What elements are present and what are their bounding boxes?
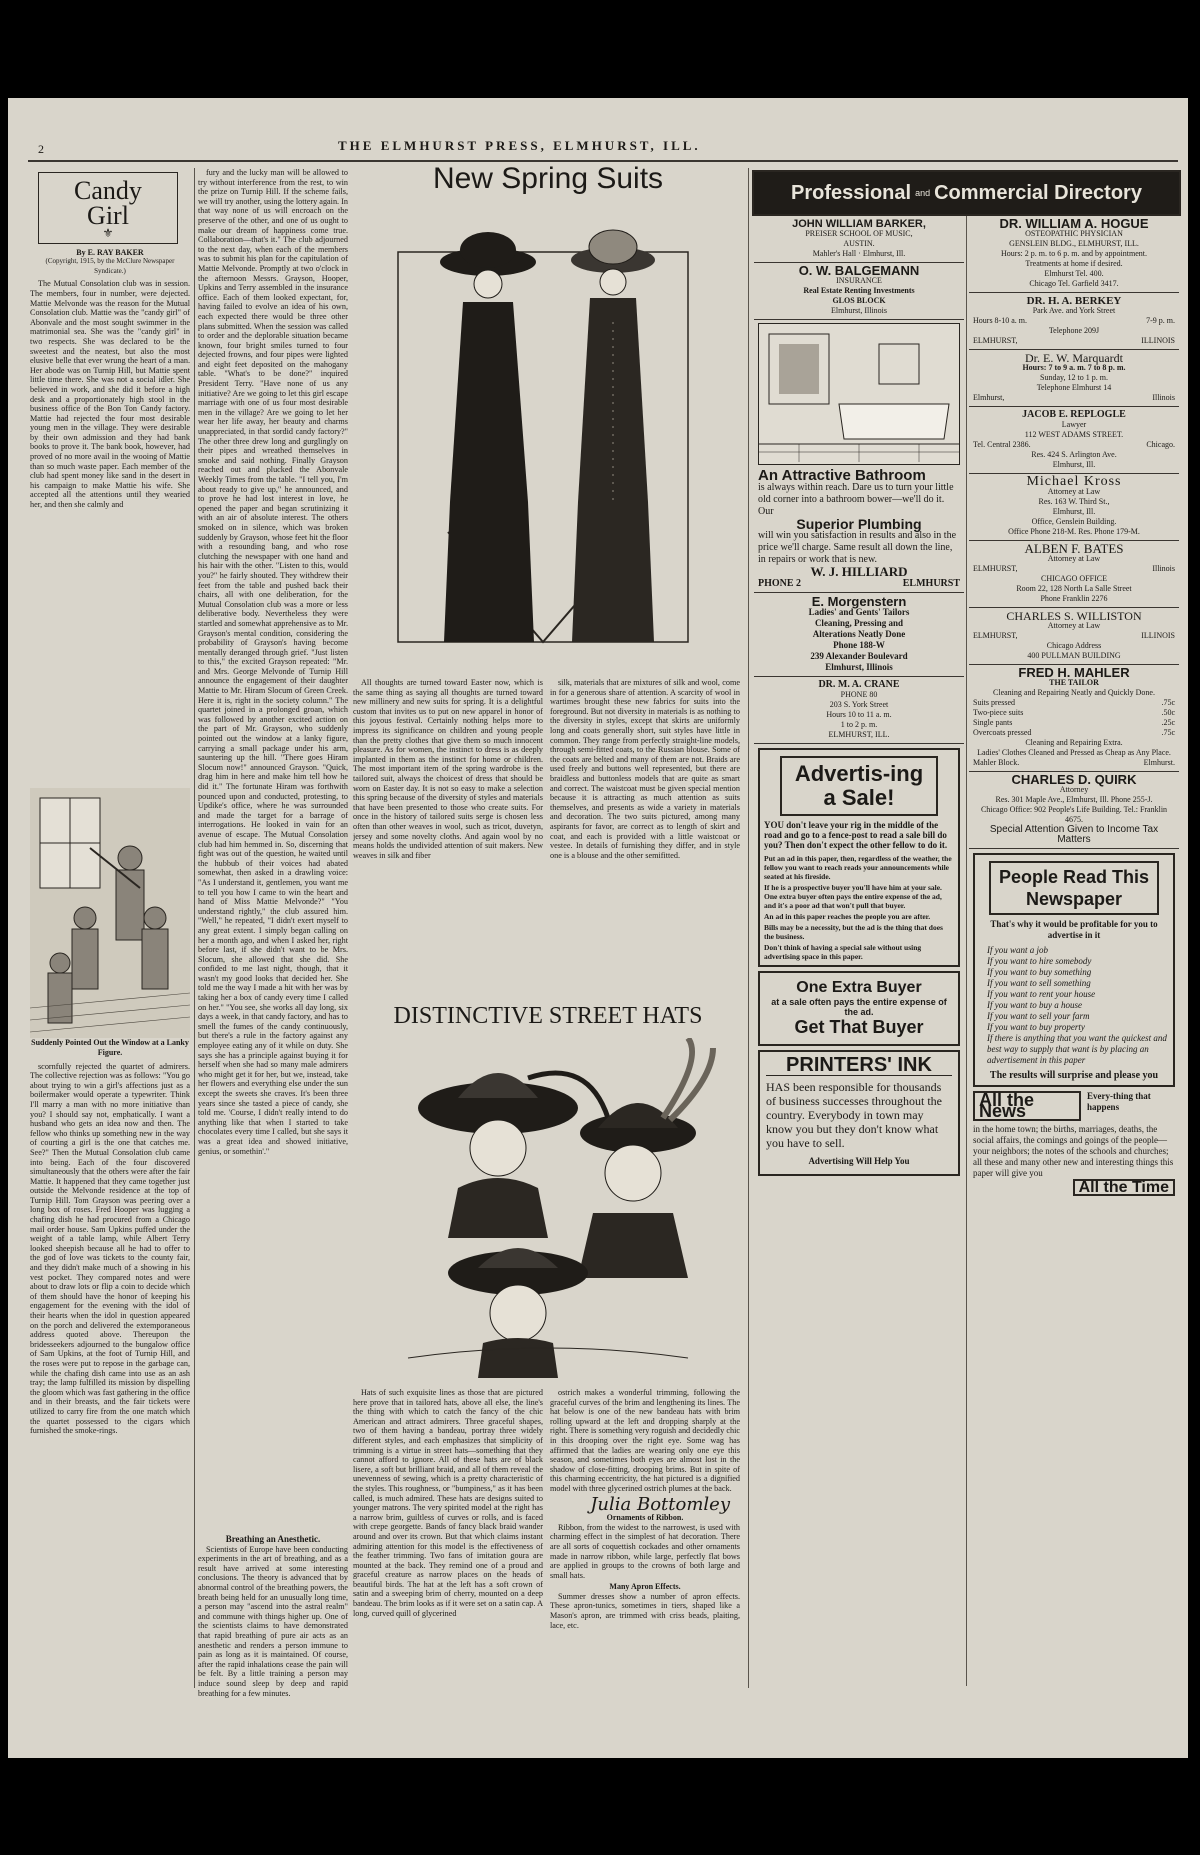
price-item: Single pants bbox=[973, 718, 1013, 727]
quirk-tax: Special Attention Given to Income Tax Matters bbox=[989, 824, 1159, 845]
people-read-line: If you want to buy something bbox=[987, 967, 1092, 977]
mahler-name: FRED H. MAHLER bbox=[1018, 665, 1130, 680]
card-replogle bbox=[969, 407, 1179, 474]
price-row bbox=[973, 708, 1175, 718]
bathroom-icon bbox=[759, 324, 959, 462]
candy-illustration bbox=[30, 788, 190, 1057]
hogue-treatments: Treatments at home if desired. bbox=[1025, 259, 1123, 268]
plumbing-text: will win you satisfaction in results and also in the price we'll charge. Same result all down the line, in repairs or work that is new. bbox=[758, 530, 957, 565]
balgemann-name: O. W. BALGEMANN bbox=[798, 263, 920, 278]
printers-ink-ad bbox=[758, 1050, 960, 1176]
marquardt-name: Dr. E. W. Marquardt bbox=[1025, 351, 1123, 365]
column-rule bbox=[966, 216, 967, 1686]
card-morgenstern bbox=[754, 593, 964, 677]
card-hogue bbox=[969, 216, 1179, 293]
marquardt-sunday: Sunday, 12 to 1 p. m. bbox=[1040, 373, 1108, 382]
price-item: Suits pressed bbox=[973, 698, 1015, 707]
replogle-res: Res. 424 S. Arlington Ave. bbox=[1031, 450, 1117, 459]
price-row bbox=[973, 718, 1175, 728]
replogle-tel: Tel. Central 2386. bbox=[973, 440, 1031, 449]
mahler-block: Mahler Block. bbox=[973, 758, 1020, 767]
apron-title: Many Apron Effects. bbox=[609, 1582, 681, 1592]
williston-name: CHARLES S. WILLISTON bbox=[1006, 609, 1142, 623]
replogle-title: Lawyer bbox=[1061, 420, 1087, 429]
extra-buyer-foot: Get That Buyer bbox=[794, 1017, 924, 1037]
advertising-p4: An ad in this paper reaches the people you are after. bbox=[764, 912, 931, 921]
copyright: (Copyright, 1915, by the McClure Newspaper Syndicate.) bbox=[45, 257, 175, 275]
plumbing-sub: Superior Plumbing bbox=[796, 516, 922, 532]
street-hats-text-right bbox=[550, 1388, 740, 1688]
masthead-title: THE ELMHURST PRESS, ELMHURST, ILL. bbox=[338, 138, 701, 153]
candy-girl-title-box bbox=[38, 172, 178, 244]
crane-name: DR. M. A. CRANE bbox=[818, 679, 900, 690]
mahler-ladies: Ladies' Clothes Cleaned and Pressed as Cheap as Any Place. bbox=[977, 748, 1171, 757]
card-williston bbox=[969, 608, 1179, 665]
hogue-tel-1: Elmhurst Tel. 400. bbox=[1044, 269, 1104, 278]
advertising-p2: Put an ad in this paper, then, regardless of the weather, the fellow you want to reach reads your announcements while seated at his fireside. bbox=[764, 854, 952, 881]
balgemann-insurance: INSURANCE bbox=[836, 276, 882, 285]
hogue-hours: Hours: 2 p. m. to 6 p. m. and by appointment. bbox=[1001, 249, 1147, 258]
williston-state: ILLINOIS bbox=[1141, 631, 1175, 640]
advertising-p3: If he is a prospective buyer you'll have him at your sale. One extra buyer often pays the entire expense of the ad, and it's a poor ad that won't pull that buyer. bbox=[764, 883, 942, 910]
marquardt-state: Illinois bbox=[1152, 393, 1175, 402]
card-balgemann bbox=[754, 263, 964, 320]
directory-banner bbox=[752, 170, 1181, 216]
bates-phone: Phone Franklin 2276 bbox=[1040, 594, 1108, 603]
three-hats-illustration bbox=[388, 1038, 718, 1378]
mahler-price-list bbox=[973, 698, 1175, 738]
price-value: .75c bbox=[1161, 728, 1175, 737]
people-read-list bbox=[979, 945, 1169, 1066]
window-scene-illustration bbox=[30, 788, 190, 1038]
balgemann-town: Elmhurst, bbox=[830, 306, 863, 315]
people-read-line: If you want to rent your house bbox=[987, 989, 1096, 999]
advertising-p5: Bills may be a necessity, but the ad is the thing that does the business. bbox=[764, 923, 943, 941]
column-rule bbox=[194, 168, 195, 1688]
mahler-tagline: Cleaning and Repairing Neatly and Quickly Done. bbox=[993, 688, 1155, 697]
price-value: .25c bbox=[1161, 718, 1175, 727]
barker-town: Elmhurst, Ill. bbox=[862, 249, 906, 258]
candy-girl-continued-column bbox=[198, 168, 348, 1698]
story-title-2: Girl bbox=[87, 201, 129, 230]
candy-girl-column bbox=[30, 168, 190, 1688]
fleuron-icon: ⚜ bbox=[102, 226, 114, 240]
author-signature: Julia Bottomley bbox=[590, 1493, 730, 1515]
mahler-town: Elmhurst. bbox=[1143, 758, 1175, 767]
price-value: .75c bbox=[1161, 698, 1175, 707]
card-mahler bbox=[969, 665, 1179, 772]
marquardt-hours: Hours: 7 to 9 a. m. 7 to 8 p. m. bbox=[1022, 363, 1126, 372]
morgenstern-l1: Ladies' and Gents' Tailors bbox=[808, 607, 910, 617]
street-hats-title: DISTINCTIVE STREET HATS bbox=[393, 1003, 703, 1029]
kross-office: Office, Genslein Building. bbox=[1031, 517, 1117, 526]
mahler-title: THE TAILOR bbox=[1049, 678, 1099, 687]
byline: By E. RAY BAKER bbox=[76, 247, 144, 257]
balgemann-services: Real Estate Renting Investments bbox=[803, 286, 915, 295]
masthead bbox=[8, 98, 1188, 158]
balgemann-block: GLOS BLOCK bbox=[832, 296, 886, 305]
crane-phone: PHONE 80 bbox=[840, 690, 878, 699]
all-the-news-text: in the home town; the births, marriages, deaths, the social affairs, the comings and goings of the people—your neighbors; the notes of the schools and churches; all these and many other new and interesting things this paper will give you bbox=[973, 1124, 1174, 1178]
price-item: Two-piece suits bbox=[973, 708, 1024, 717]
replogle-name: JACOB E. REPLOGLE bbox=[1022, 409, 1126, 420]
advertising-intro: YOU don't leave your rig in the middle of the road and go to a fence-post to read a sale bill do you? Then don't expect the other fellow to do it. bbox=[764, 820, 948, 850]
spring-suits-text-right bbox=[550, 678, 740, 998]
quirk-title: Attorney bbox=[1059, 785, 1089, 794]
morgenstern-address: 239 Alexander Boulevard bbox=[810, 651, 908, 661]
kross-name: Michael Kross bbox=[1026, 474, 1122, 489]
people-read-ad bbox=[973, 853, 1175, 1087]
bates-address: Room 22, 128 North La Salle Street bbox=[1016, 584, 1132, 593]
street-hats-paragraph-left: Hats of such exquisite lines as those that are pictured here prove that in tailored hats, above all else, the line's the thing with which to catch the fancy of the chic American and attract admirers. Three graceful shapes, two of them having a bandeau, portray three widely different styles, and each emphasizes that simplicity of trimming is a virtue in street hats—something that they cannot afford to ignore. All of these hats are of black lisere, a soft but brilliant braid, and all of them reveal the unevenness of sewing, which is a pretty characteristic of the styles. This roughness, or "bumpiness," as it has been called, is much admired. These hats are designs suited to younger matrons. The very spirited model at the right has a narrow brim, guiltless of curves or rolls, and is faced with crepe georgette. Bands of fancy black braid wander around and over its crown. But that which claims instant admiring attention for this model is the effectiveness of the feather trimming. Two fans of imitation goura are mounted at the back. They remind one of a proud and graceful creature as narrow places on the heads of beautiful birds. The hat at the left has a soft crown of satin and a sweeping brim of cherry, mounted on a deep bandeau. The brim looks as if it were set on a satin cap. A long, curved quill of glycerined bbox=[353, 1388, 543, 1618]
extra-buyer-text: at a sale often pays the entire expense of the ad. bbox=[771, 997, 947, 1017]
williston-town: ELMHURST, bbox=[973, 631, 1018, 640]
breathing-text: Scientists of Europe have been conducting experiments in the art of breathing, and as a result have arrived at some interesting conclusions. The theory is advanced that by abnormal control of the breathing powers, the breath being held for an unusually long time, a person may "ascend into the astral realm" and commune with things higher up. One of the scientists claims to have demonstrated that rapid breathing of pure air acts as an anesthetic and renders a person immune to pain as long as it is maintained. Of course, after the rapid inhalations cease the pain will be felt. By a little training a person may induce sound sleep by deep and rapid breathing for a few minutes. bbox=[198, 1544, 348, 1698]
price-row bbox=[973, 698, 1175, 708]
berkey-name: DR. H. A. BERKEY bbox=[1026, 295, 1122, 307]
hogue-building: GENSLEIN BLDG., ELMHURST, ILL. bbox=[1009, 239, 1139, 248]
hilliard-town: ELMHURST bbox=[902, 578, 960, 589]
crane-hours-1: Hours 10 to 11 a. m. bbox=[826, 710, 892, 719]
card-plumbing bbox=[754, 468, 964, 593]
quirk-res: Res. 301 Maple Ave., Elmhurst, Ill. Phone 255-J. bbox=[995, 795, 1153, 804]
kross-phones: Office Phone 218-M. Res. Phone 179-M. bbox=[1008, 527, 1140, 536]
marquardt-phone: Telephone Elmhurst 14 bbox=[1036, 383, 1112, 392]
street-hats-illustration bbox=[388, 1038, 718, 1378]
printers-ink-head: PRINTERS' INK bbox=[766, 1058, 952, 1076]
story-title-1: Candy bbox=[74, 176, 142, 205]
card-marquardt bbox=[969, 350, 1179, 407]
price-item: Overcoats pressed bbox=[973, 728, 1032, 737]
bates-state: Illinois bbox=[1152, 564, 1175, 573]
berkey-town: ELMHURST, bbox=[973, 336, 1018, 345]
morgenstern-phone: Phone 188-W bbox=[833, 640, 885, 650]
extra-buyer-head: One Extra Buyer bbox=[796, 979, 922, 996]
card-kross bbox=[969, 474, 1179, 541]
printers-ink-foot: Advertising Will Help You bbox=[808, 1156, 910, 1166]
ornaments-title: Ornaments of Ribbon. bbox=[606, 1513, 684, 1523]
directory-left-column bbox=[754, 216, 964, 1180]
berkey-hours-1: Hours 8-10 a. m. bbox=[973, 316, 1027, 325]
directory-title-and: and bbox=[915, 188, 931, 198]
people-read-line: If you want to buy a house bbox=[987, 1000, 1082, 1010]
people-read-line: If you want to sell something bbox=[987, 978, 1091, 988]
advertising-sale-ad bbox=[758, 748, 960, 967]
bates-town: ELMHURST, bbox=[973, 564, 1018, 573]
card-barker: JOHN WILLIAM BARKER, PREISER SCHOOL OF MUSIC, AUSTIN. Mahler's Hall · Elmhurst, Ill. bbox=[754, 216, 964, 263]
people-read-line: If you want to buy property bbox=[987, 1022, 1085, 1032]
street-hats-text-left bbox=[353, 1388, 543, 1688]
crane-town: ELMHURST, ILL. bbox=[828, 730, 890, 739]
newspaper-page bbox=[8, 98, 1188, 1758]
replogle-address: 112 WEST ADAMS STREET. bbox=[1024, 430, 1124, 439]
spring-suits-text-left bbox=[353, 678, 543, 998]
page-number: 2 bbox=[38, 142, 44, 156]
hogue-title: OSTEOPATHIC PHYSICIAN bbox=[1025, 229, 1123, 238]
hogue-tel-2: Chicago Tel. Garfield 3417. bbox=[1029, 279, 1119, 288]
printers-ink-text: HAS been responsible for thousands of business successes throughout the country. Everybody in town may know you but they don't know what you have to sell. bbox=[766, 1080, 942, 1150]
crane-address: 203 S. York Street bbox=[829, 700, 889, 709]
spring-suits-paragraph-right: silk, materials that are mixtures of silk and wool, come in for a generous share of attention. A scarcity of wool in wartimes brought these new fabrics for suits into the foreground. But not diversity in materials is as nothing to the diversity in styles, except that skirts are uniformly long and coats generally short, suit styles have little in common. They range from perfectly straight-line models, through semi-fitted coats, to the Russian blouse. Some of the coats are belted and many of them are not. Braids are used freely and buttons well represented, but there are braidless and buttonless models that are quite as smart and correct. The waistcoat must be given special mention because it is attracting as much attention as suits themselves, and presents as wide a variety in materials and decoration. The two suits pictured, among many aspirants for favor, are correct as to length of skirt and coat, and each is provided with a little waistcoat or vestee. In details of furnishing they differ, and in style one is a blouse and the other semifitted. bbox=[550, 678, 740, 860]
street-hats-header bbox=[353, 1003, 743, 1029]
ornaments-text: Ribbon, from the widest to the narrowest, is used with charming effect in the simplest of hat decoration. There are all sorts of coquettish cockades and other ornaments made in narrow ribbon, while large, perfectly flat bows are applied in groups to the crowns of both large and small hats. bbox=[550, 1522, 740, 1580]
people-read-line: If you want a job bbox=[987, 945, 1048, 955]
spring-suits-illustration bbox=[378, 202, 708, 672]
people-read-sub: That's why it would be profitable for you to advertise in it bbox=[990, 919, 1158, 940]
apron-text: Summer dresses show a number of apron effects. These apron-tunics, sometimes in tiers, shaped like a Mason's apron, are trimmed with criss beads, plaiting, lace, etc. bbox=[550, 1591, 740, 1630]
people-read-line: If there is anything that you want the quickest and best way to supply that want is by placing an advertisement in this paper bbox=[987, 1033, 1167, 1065]
williston-title: Attorney at Law bbox=[1047, 621, 1101, 630]
all-the-news-every: Every-thing that happens bbox=[1087, 1091, 1151, 1112]
spring-suits-title: New Spring Suits bbox=[432, 162, 664, 195]
directory-right-column bbox=[969, 216, 1179, 1196]
kross-title: Attorney at Law bbox=[1047, 487, 1101, 496]
berkey-address: Park Ave. and York Street bbox=[1032, 306, 1116, 315]
candy-text-1: The Mutual Consolation club was in session. The members, four in number, were dejected. Mattie Melvonde was the reason for the Mutual Consolation club. Mattie was the "candy girl" of Abonvale and the most sought swimmer in the matrimonial sea. She was the "candy girl" in two respects. She was declared to be the sweetest and the neatest, but also the most elusive belle that ever wrung the heart of a man. Her abode was on Turnip Hill, but Mattie spent little time there. She was not a social idler. She believed in work, and she did it before a high desk and a proportionately high stool in the business office of the Bon Ton Candy factory. Mattie had rejected the four most desirable young men in the village. They were desirable by their own admission and they had bank books to prove it. The bank book, however, had proved of no more avail in the wooing of Mattie than so much waste paper. Each member of the club had spent money like sand in the desert in his campaign to make Mattie his wife. She accepted all the attentions until they wearied her, and then she calmly and bbox=[30, 279, 190, 510]
bates-office: CHICAGO OFFICE bbox=[1040, 574, 1107, 583]
replogle-city: Chicago. bbox=[1146, 440, 1175, 449]
column-rule bbox=[748, 168, 749, 1688]
card-quirk bbox=[969, 772, 1179, 849]
crane-hours-2: 1 to 2 p. m. bbox=[840, 720, 878, 729]
people-read-line: If you want to hire somebody bbox=[987, 956, 1092, 966]
replogle-town: Elmhurst, Ill. bbox=[1052, 460, 1096, 469]
hilliard-name: W. J. HILLIARD bbox=[810, 564, 908, 579]
extra-buyer-ad bbox=[758, 971, 960, 1046]
hogue-name: DR. WILLIAM A. HOGUE bbox=[999, 216, 1149, 231]
spring-suits-header bbox=[353, 162, 743, 195]
people-read-head: People Read This Newspaper bbox=[989, 861, 1159, 915]
all-the-news-ad bbox=[973, 1090, 1175, 1196]
balgemann-state: Illinois bbox=[864, 306, 887, 315]
williston-address: 400 PULLMAN BUILDING bbox=[1027, 651, 1121, 660]
quirk-name: CHARLES D. QUIRK bbox=[1011, 772, 1137, 787]
advertising-p6: Don't think of having a special sale without using advertising space in this paper. bbox=[764, 943, 922, 961]
two-women-suits-illustration bbox=[378, 202, 708, 672]
directory-title-rest: Commercial Directory bbox=[934, 181, 1142, 204]
kross-res: Res. 163 W. Third St., bbox=[1038, 497, 1110, 506]
hilliard-phone: PHONE 2 bbox=[758, 578, 802, 589]
card-berkey bbox=[969, 293, 1179, 350]
williston-chicago: Chicago Address bbox=[1046, 641, 1102, 650]
berkey-phone: Telephone 209J bbox=[1048, 326, 1100, 335]
marquardt-town: Elmhurst, bbox=[973, 393, 1005, 402]
advertising-headline: Advertis-ing a Sale! bbox=[780, 756, 938, 816]
spring-suits-paragraph-left: All thoughts are turned toward Easter now, which is the same thing as saying all thoughts are turned toward new millinery and new suits for spring. It is a delightful custom that invites us to put on new apparel in honor of this joyous festival. Certainly nothing helps more to impress its significance on children and young people than the pretty clothes that give them so much innocent pleasure. As for women, the instinct to dress is as deeply implanted in them as the instinct for home or children. The most important item of the spring wardrobe is the tailored suit, always the choicest of dress that should be worn on Easter day. It is not so easy to make a selection this spring because of the diversity of styles and materials that have been presented to those who create suits. For once in the history of tailored suits serge is chosen less often than other weaves in wool, such as tricot, duvetyn, jersey and some novelty cloths. And again wool by no means holds the undivided attention of suit makers. New weaves in silk and fiber bbox=[353, 678, 543, 860]
price-value: .50c bbox=[1161, 708, 1175, 717]
card-bates bbox=[969, 541, 1179, 608]
berkey-hours-2: 7-9 p. m. bbox=[1146, 316, 1175, 325]
bathroom-illustration bbox=[758, 323, 960, 465]
candy-text-2: scornfully rejected the quartet of admirers. The collective rejection was as follows: "You go about trying to win a girl's affections just as a boilermaker would operate a typewriter. Think I'll marry a man with no more initiative than you? I should say not, emphatically. I want a husband who gets an idea now and then. The fellow who thinks up something new in the way of courting a girl is the one that catches me. See?" Then the Mutual Consolation club came into being. Each of the four discovered simultaneously that the others were after the fair Mattie. It happened that they came together just outside the Melvonde residence at the top of Turnip Hill. Tom Grayson was peering over a long box of roses. Fred Hooper was lugging a chafing dish he had procured from a Chicago mail order house. Sam Upkins puffed under the weight of a table lamp, while Albert Terry looked sheepish because all he had to offer to the god of love was tickets to the county fair, and they didn't make much of a showing in his vest pocket. They compared notes and were about to draw lots or flip a coin to decide which of them should have the honor of keeping his engagement for the evening with the idol of their hearts when the idol in question appeared on the porch and delivered the extemporaneous address quoted above. Thereupon the bridesseekers adjourned to the bungalow office of Sam Upkins, at the foot of Turnip Hill, and the roses were put to repose in the garbage can, while the chafing dish came into use as an ash tray; the lamp fulfilled its mission by dispelling the gloom which was fast gathering in the office and in their breasts, and the fair tickets were utilized to carry fire from the one match which the quartet possessed to the cigars which furnished the smoke-rings. bbox=[30, 1061, 190, 1436]
bathroom-text: is always within reach. Dare us to turn your little old corner into a bathroom bower—we'll do it. Our bbox=[758, 482, 954, 517]
berkey-state: ILLINOIS bbox=[1141, 336, 1175, 345]
directory-title-main: Professional bbox=[791, 181, 912, 204]
bates-name: ALBEN F. BATES bbox=[1024, 541, 1124, 556]
barker-hall: Mahler's Hall bbox=[812, 249, 857, 258]
people-read-line: If you want to sell your farm bbox=[987, 1011, 1090, 1021]
price-row bbox=[973, 728, 1175, 738]
morgenstern-name: E. Morgenstern bbox=[811, 594, 907, 609]
all-the-news-foot: All the Time bbox=[1073, 1179, 1175, 1196]
card-crane bbox=[754, 677, 964, 744]
morgenstern-town: Elmhurst, Illinois bbox=[825, 662, 893, 672]
breathing-title: Breathing an Anesthetic. bbox=[225, 1534, 321, 1544]
bates-title: Attorney at Law bbox=[1047, 554, 1101, 563]
quirk-office: Chicago Office: 902 People's Life Building. Tel.: Franklin 4675. bbox=[980, 805, 1168, 824]
barker-school: PREISER SCHOOL OF MUSIC, bbox=[805, 229, 913, 238]
morgenstern-l3: Alterations Neatly Done bbox=[812, 629, 906, 639]
candy-text-3: fury and the lucky man will be allowed to try without interference from the rest, to win the prize on Turnip Hill. If the scheme fails, we will try another, using the lottery again. In that way none of us will encroach on the preserve of the other, and one of us ought to make our dream of happiness come true. Collaboration—that's it." The club adjourned to the next day, when each of the members was to submit his plan for the capitulation of Mattie Melvonde. Promptly at two o'clock in the afternoon Messrs. Grayson, Hooper, Upkins and Terry assembled in the insurance office. Each of them looked expectant, for, having failed to evolve an idea of his own, each expected there would be three other plans submitted. When the session was called to order and the deplorable situation became known, four bright smiles turned to four dejected frowns, and four pipes were lighted and eight feet deposited on the mahogany table. "What's to be done?" inquired President Terry. "Have none of us any initiative? Are we going to let this girl escape marriage with one of us four most desirable men in the village? Are we going to let her wear her life away, her beauty and charms unappreciated, in that sordid candy factory?" The other three drew long and gurglingly on their pipes and wreathed themselves in smoke and said nothing. Finally Grayson reached out and plucked the Abonvale Weekly Times from the table. "I tell you, I'm about ready to give up," he announced, and to prove he had lost interest in love, he opened the paper and began scrutinizing it with an air of absolute interest. The others smoked on in silence, which was broken suddenly by Grayson, whose feet hit the floor with a resounding bang, and who rose clutching the newspaper with one hand and his hair with the other. "Listen to this, would you?" he fairly shouted. They withdrew their feet from the table and pushed back their chairs, all with one deliberation, for the Mutual Consolation club was a more or less deliberative body. Nevertheless they were startled and somewhat apprehensive as to Mr. Grayson's mental condition, considering the probability of Grayson's having become mentally deranged through grief. "Just listen to this," the excited Grayson repeated: "Mr. and Mrs. George Melvonde of Turnip Hill announce the engagement of their daughter Mattie to Mr. Hiram Slocum of Green Creek. Here it is, right in the society column." The quartet joined in a prolonged groan, which was followed by another excited action on the part of Mr. Grayson, who suddenly pointed out the window at a lanky figure, carrying a small package under his arm, sauntering up the hill. "There goes Hiram Slocum now!" announced Grayson. "Quick, drag him in here and make him tell how he did it." The fortunate Hiram was forthwith pounced upon and conducted, protesting, to Updike's office, where he was surrounded and made the target for a barrage of interrogations. He looked in vain for an avenue of escape. The Mutual Consolation club had him hemmed in. So, discerning that fight was out of the question, he waited until the hubbub of their voices had abated somewhat, then asked in a drawling voice: "As I understand it, gentlemen, you want me to tell you how I came to win the heart and hand of Miss Mattie Melvonde?" "You understand rightly," the club assured him. "Well," he repeated, "I didn't exert myself to any great extent. I simply began calling on her a month ago, and when I asked her, right before last, if she didn't want to be Mrs. Slocum, she allowed that she did. She confided to me last night, though, that it wasn't my good looks that decided her. She told me the way I made a hit with her was by taking her a box of candy every time I called on her." "You see, she works all day long, six days a week, in that candy factory, and has to smell the fumes of the candy continuously, but there's a rule in the factory against any employee eating any of it while on duty. She says she has a principle against buying it for herself when she had so many male admirers who might get it for her, but we, instead, take her flowers and everything else under the sun except the sweets she craves. It's been three years since she tasted a piece of candy, she told me. 'Course, I didn't really intend to do anything like that when I started to take chocolates every time I called, but she says it was a great idea and showed initiative, genius, or somethin'." bbox=[198, 168, 348, 1156]
morgenstern-l2: Cleaning, Pressing and bbox=[814, 618, 904, 628]
street-hats-paragraph-right: ostrich makes a wonderful trimming, following the graceful curves of the brim and lengthening its lines. The hat below is one of the new bandeau hats with brim rolling upward at the left and dropping sharply at the right. There is something very roguish and decidedly chic in this drooping over the right eye. Some wag has affirmed that the ladies are wearing only one eye this season, and sometimes both eyes are almost lost in the shadow of close-fitting, drooping brims. But in spite of this charming eccentricity, the hat pictured is a dignified model with three glycerined ostrich plumes at the back. bbox=[550, 1388, 740, 1493]
barker-city: AUSTIN. bbox=[843, 239, 875, 248]
barker-name: JOHN WILLIAM BARKER, bbox=[792, 218, 926, 230]
all-the-news-head: All the News bbox=[973, 1091, 1081, 1121]
people-read-foot: The results will surprise and please you bbox=[989, 1070, 1159, 1081]
kross-town: Elmhurst, Ill. bbox=[1052, 507, 1096, 516]
mahler-extra: Cleaning and Repairing Extra. bbox=[1025, 738, 1123, 747]
illustration-caption: Suddenly Pointed Out the Window at a Lanky Figure. bbox=[31, 1038, 189, 1057]
bathroom-headline: An Attractive Bathroom bbox=[758, 467, 926, 484]
